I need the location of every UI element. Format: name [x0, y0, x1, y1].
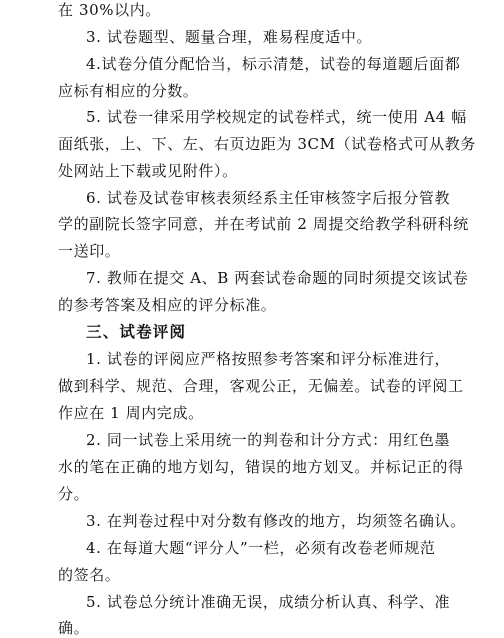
text-line: 学的副院长签字同意，并在考试前 2 周提交给教学科研科统 [58, 215, 469, 233]
text-line: 3. 试卷题型、题量合理，难易程度适中。 [86, 28, 373, 46]
text-line: 水的笔在正确的地方划勾，错误的地方划叉。并标记正的得 [58, 458, 464, 476]
text-line: 处网站上下载或见附件）。 [58, 162, 238, 180]
text-line: 确。 [58, 619, 90, 637]
text-line: 1. 试卷的评阅应严格按照参考答案和评分标准进行， [86, 350, 451, 368]
text-line: 一送印。 [58, 242, 121, 260]
text-line: 面纸张，上、下、左、右页边距为 3CM（试卷格式可从教务 [58, 135, 476, 153]
text-line: 2. 同一试卷上采用统一的判卷和计分方式：用红色墨 [86, 431, 451, 449]
text-line: 的参考答案及相应的评分标准。 [58, 296, 277, 314]
text-line: 作应在 1 周内完成。 [58, 404, 204, 422]
text-line: 6. 试卷及试卷审核表须经系主任审核签字后报分管教 [86, 189, 451, 207]
section-heading: 三、试卷评阅 [86, 323, 187, 341]
text-line: 的签名。 [58, 566, 121, 584]
text-line: 4.试卷分值分配恰当，标示清楚，试卷的每道题后面都 [86, 55, 461, 73]
text-line: 在 30%以内。 [58, 1, 161, 19]
text-line: 分。 [58, 485, 90, 503]
text-line: 应标有相应的分数。 [58, 82, 199, 100]
text-line: 4. 在每道大题“评分人”一栏，必须有改卷老师规范 [86, 539, 436, 557]
text-line: 做到科学、规范、合理，客观公正，无偏差。试卷的评阅工 [58, 377, 464, 395]
text-line: 5. 试卷总分统计准确无误，成绩分析认真、科学、准 [86, 593, 451, 611]
text-line: 7. 教师在提交 A、B 两套试卷命题的同时须提交该试卷 [86, 269, 469, 287]
text-line: 3. 在判卷过程中对分数有修改的地方，均须签名确认。 [86, 512, 466, 530]
text-line: 5. 试卷一律采用学校规定的试卷样式，统一使用 A4 幅 [86, 108, 467, 126]
